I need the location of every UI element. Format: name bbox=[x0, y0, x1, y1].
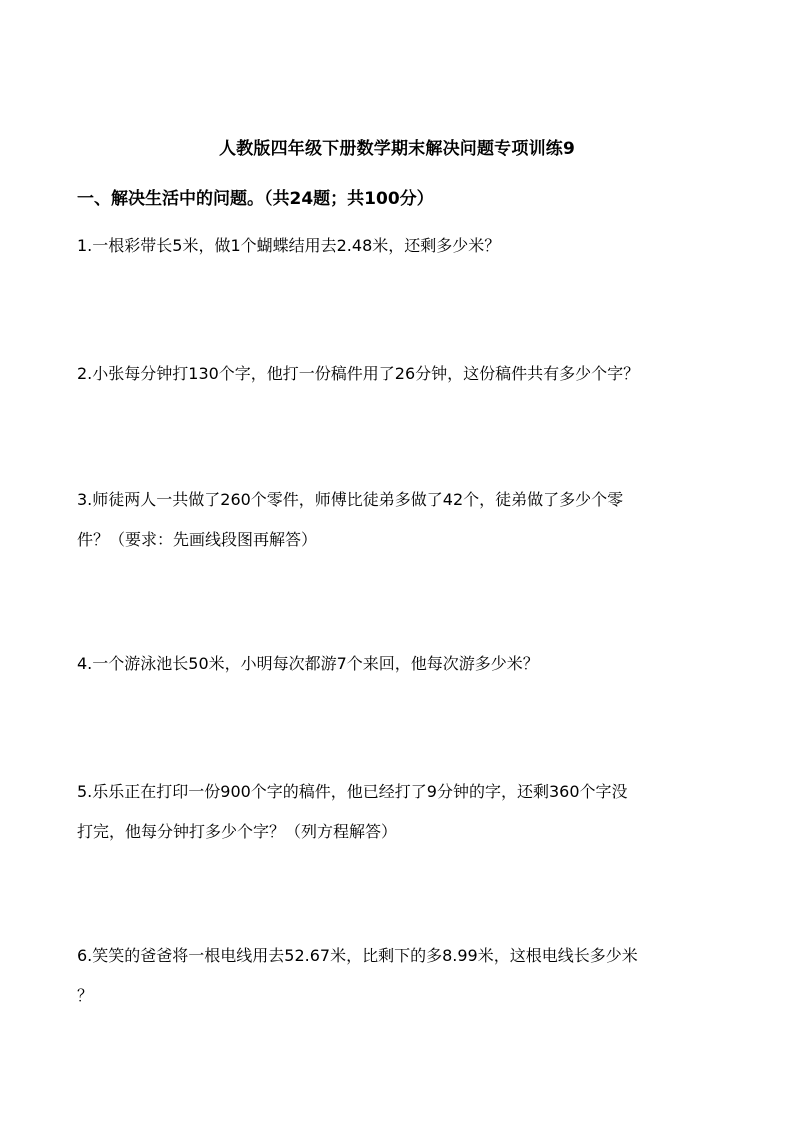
document-title: 人教版四年级下册数学期末解决问题专项训练9 bbox=[218, 139, 576, 159]
question-1 bbox=[77, 226, 727, 266]
question-6 bbox=[77, 936, 727, 1016]
question-line: 打完，他每分钟打多少个字？（列方程解答） bbox=[77, 822, 398, 841]
section-heading: 一、解决生活中的问题。（共24题；共100分） bbox=[77, 189, 434, 209]
question-line: 1.一根彩带长5米，做1个蝴蝶结用去2.48米，还剩多少米？ bbox=[77, 236, 501, 255]
question-line: 3.师徒两人一共做了260个零件，师傅比徒弟多做了42个，徒弟做了多少个零 bbox=[77, 490, 624, 509]
question-5 bbox=[77, 772, 727, 852]
question-line: ？ bbox=[77, 986, 94, 1005]
question-2 bbox=[77, 354, 727, 394]
question-line: 2.小张每分钟打130个字，他打一份稿件用了26分钟，这份稿件共有多少个字？ bbox=[77, 364, 640, 383]
question-line: 5.乐乐正在打印一份900个字的稿件，他已经打了9分钟的字，还剩360个字没 bbox=[77, 782, 628, 801]
question-line: 6.笑笑的爸爸将一根电线用去52.67米，比剩下的多8.99米，这根电线长多少米 bbox=[77, 946, 638, 965]
question-line: 件？（要求：先画线段图再解答） bbox=[77, 530, 318, 549]
question-3 bbox=[77, 480, 727, 560]
question-line: 4.一个游泳池长50米，小明每次都游7个来回，他每次游多少米？ bbox=[77, 654, 539, 673]
question-4 bbox=[77, 644, 727, 684]
